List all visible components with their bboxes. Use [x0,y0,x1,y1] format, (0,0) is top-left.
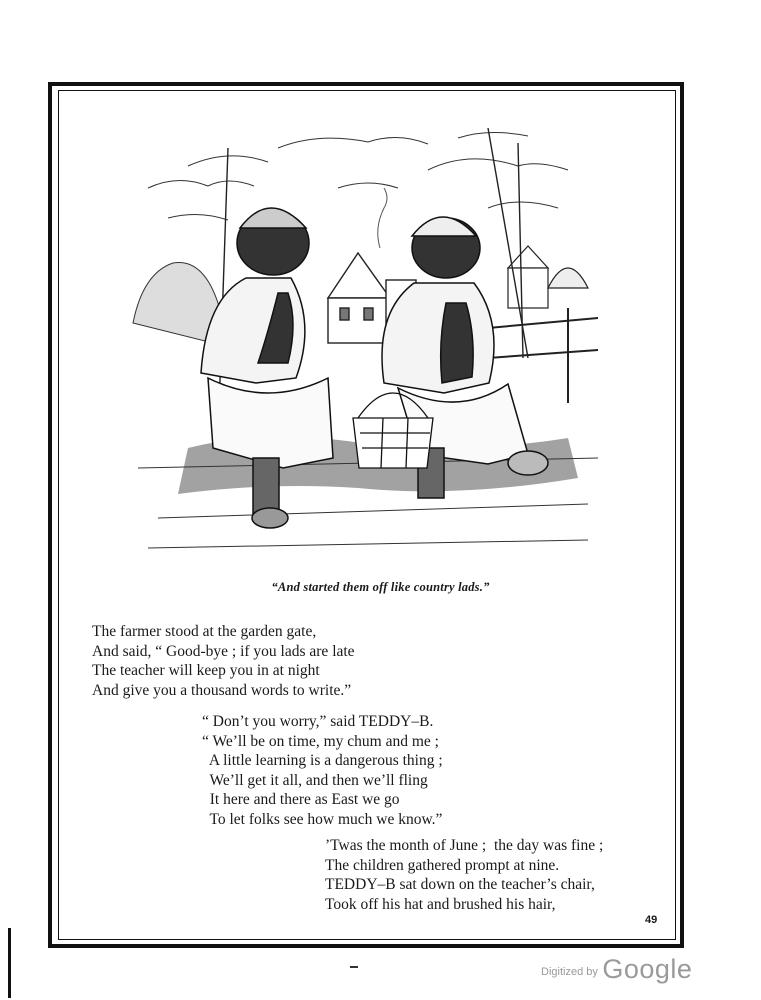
verse-line: And give you a thousand words to write.” [92,681,352,699]
verse-line: And said, “ Good-bye ; if you lads are late [92,642,355,660]
scan-dash-mark [350,966,358,968]
stanza-3 [325,836,603,914]
verse-line: We’ll get it all, and then we’ll fling [202,771,428,789]
digitized-watermark [541,954,692,985]
verse-line: To let folks see how much we know.” [202,810,443,828]
stanza-1 [92,622,355,700]
bears-illustration [128,118,608,578]
verse-line: A little learning is a dangerous thing ; [202,752,443,770]
scan-edge-mark [8,928,11,998]
verse-line: ’Twas the month of June ; the day was fine ; [325,837,604,854]
verse-line: It here and there as East we go [202,791,400,809]
stanza-2 [202,712,443,830]
verse-line: The teacher will keep you in at night [92,662,320,680]
verse-line: The farmer stood at the garden gate, [92,623,317,640]
verse-line: “ Don’t you worry,” said TEDDY–B. [202,713,434,730]
illustration-caption: “And started them off like country lads.” [271,580,490,594]
verse-line: The children gathered prompt at nine. [325,856,560,874]
verse-line: “ We’ll be on time, my chum and me ; [202,732,439,750]
verse-line: TEDDY–B sat down on the teacher’s chair, [325,876,595,894]
watermark-prefix: Digitized by [541,966,598,978]
watermark-brand: Google [602,954,693,984]
page-number: 49 [645,914,658,926]
verse-line: Took off his hat and brushed his hair, [325,895,556,913]
